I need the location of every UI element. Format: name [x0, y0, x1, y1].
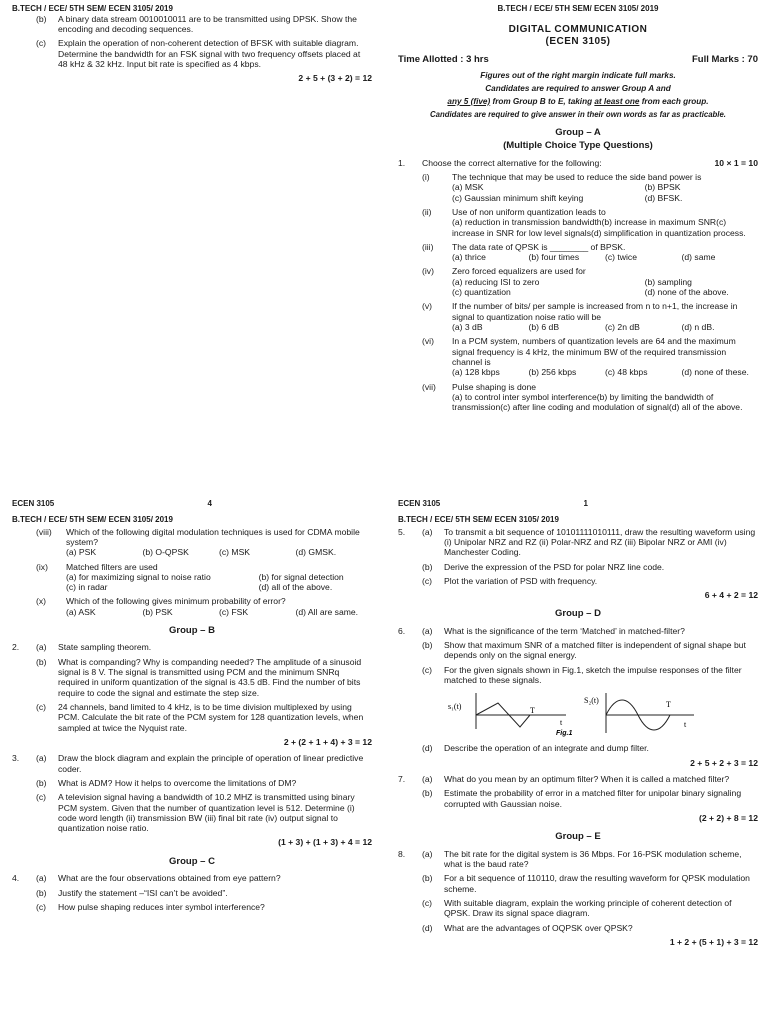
- group-title: Group – A: [555, 126, 601, 138]
- question-part: [12, 642, 372, 652]
- mcq-options: [452, 392, 758, 413]
- question-number: 1.: [398, 157, 406, 168]
- paper-code: (ECEN 3105): [545, 35, 611, 47]
- question-text: Plot the variation of PSD with frequency.: [444, 575, 598, 586]
- mcq-item: [36, 596, 372, 617]
- mcq-question: Which of the following gives minimum probability of error?: [66, 596, 286, 607]
- mcq-body: [452, 382, 758, 413]
- question-part: [12, 902, 372, 912]
- mcq-option: (b) 6 dB: [528, 322, 560, 333]
- page-header: B.TECH / ECE/ 5TH SEM/ ECEN 3105/ 2019: [398, 515, 559, 524]
- s2-label: S₂(t): [584, 696, 599, 706]
- part-label: (a): [422, 526, 433, 537]
- instruction: Candidates are required to give answer in their own words as far as practicable.: [430, 109, 726, 119]
- part-label: (b): [422, 788, 433, 799]
- mcq-number: (ii): [422, 206, 432, 217]
- full-marks: Full Marks : 70: [692, 53, 758, 65]
- marks: 2 + 5 + 2 + 3 = 12: [690, 757, 758, 768]
- mcq-option: (a) 3 dB: [452, 322, 483, 333]
- question-text: For the given signals shown in Fig.1, sketch the impulse responses of the filter matched to these signals.: [444, 664, 742, 686]
- question-part: [398, 774, 758, 784]
- mcq-option: (d) all of the above.: [258, 582, 333, 593]
- question-number: 7.: [398, 774, 406, 785]
- mcq-option: (d) All are same.: [295, 606, 359, 617]
- mcq-option: (d) simplification in quantization process.: [591, 227, 746, 238]
- marks: 1 + 2 + (5 + 1) + 3 = 12: [669, 936, 758, 947]
- question-part: [398, 923, 758, 933]
- page-footer: [398, 499, 588, 509]
- question-number: 2.: [12, 642, 20, 653]
- part-label: (c): [422, 897, 433, 908]
- mcq-number: (ix): [36, 561, 48, 572]
- question-number: 8.: [398, 848, 406, 859]
- question-text: For a bit sequence of 110110, draw the resulting waveform for QPSK modulation scheme.: [444, 873, 750, 894]
- mcq-body: [66, 527, 372, 558]
- question-number: [12, 792, 36, 833]
- group-subtitle: (Multiple Choice Type Questions): [503, 140, 653, 152]
- figure-caption: Fig.1: [556, 730, 573, 738]
- question-text: What do you mean by an optimum filter? When it is called a matched filter?: [444, 774, 730, 785]
- part-label: (d): [422, 922, 433, 933]
- question-text: What are the four observations obtained from eye pattern?: [58, 873, 281, 884]
- question-text: What is companding? Why is companding needed? The amplitude of a sinusoid signal is 8 V. The signal is transmitted using PCM and the minimum SNRq required in uniform quantization of the signal is 43.5 dB. Find the number of bits require to code the signal and estimate the step size.: [58, 656, 362, 698]
- question-number: [12, 702, 36, 733]
- question-number: 5.: [398, 526, 406, 537]
- mcq-option: (a) reducing ISI to zero: [452, 276, 540, 287]
- question-text: To transmit a bit sequence of 10101111010111, draw the resulting waveform using (i) Unipolar NRZ and RZ (ii) Polar-NRZ and RZ (iii) Bipolar NRZ or AMI (iv) Manchester Coding.: [444, 526, 756, 558]
- mcq-item: [422, 266, 758, 297]
- mcq-option: (a) to control inter symbol interference: [452, 391, 597, 402]
- mcq-options: [66, 572, 372, 593]
- question-text: What are the advantages of OQPSK over QPSK?: [444, 922, 633, 933]
- mcq-number: (iv): [422, 266, 434, 277]
- mcq-option: (b) O-QPSK: [142, 547, 189, 558]
- mcq-option: (a) MSK: [452, 182, 484, 193]
- paper-title: DIGITAL COMMUNICATION: [508, 23, 648, 35]
- instruction-underlined: any 5 (five): [447, 96, 491, 106]
- mcq-option: (c) after line coding and modulation of signal: [500, 402, 669, 413]
- part-label: (c): [422, 664, 433, 675]
- mcq-option: (b) increase in maximum SNR: [601, 217, 717, 228]
- part-label: (a): [422, 848, 433, 859]
- part-label: (b): [36, 777, 47, 788]
- signal-figure: [446, 689, 696, 737]
- mcq-item: [422, 301, 758, 332]
- mcq-number: (iii): [422, 241, 434, 252]
- part-label: (b): [36, 887, 47, 898]
- part-label: (c): [36, 702, 47, 713]
- mcq-question: Use of non uniform quantization leads to: [452, 206, 606, 217]
- mcq-question: In a PCM system, numbers of quantization levels are 64 and the maximum signal frequency is 4 kHz, the minimum BW of the required transmission channel is: [452, 336, 736, 367]
- instruction: Figures out of the right margin indicate full marks.: [480, 70, 676, 80]
- question-number: 3.: [12, 753, 20, 764]
- s1-label: s₁(t): [448, 702, 462, 712]
- question-part: [398, 743, 758, 753]
- page-3-bottom-right: [398, 515, 758, 1020]
- mcq-option: (c) 48 kbps: [605, 367, 648, 378]
- mcq-item: [36, 527, 372, 558]
- mcq-question: Which of the following digital modulation techniques is used for CDMA mobile system?: [66, 526, 360, 547]
- mcq-number: (vi): [422, 336, 434, 347]
- mcq-option: (b) four times: [528, 252, 580, 263]
- time-allotted: Time Allotted : 3 hrs: [398, 53, 489, 65]
- question-part: [12, 753, 372, 774]
- mcq-option: (b) for signal detection: [258, 571, 344, 582]
- question-number: [12, 778, 36, 788]
- mcq-question: Matched filters are used: [66, 561, 158, 572]
- part-label: (c): [36, 38, 47, 49]
- mcq-option: (a) PSK: [66, 547, 97, 558]
- question-part: [398, 626, 758, 636]
- part-label: (c): [36, 901, 47, 912]
- marks: 2 + (2 + 1 + 4) + 3 = 12: [283, 736, 372, 747]
- mcq-option: (c) increase in SNR for low level signals: [452, 217, 727, 238]
- mcq-option: (c) in radar: [66, 582, 108, 593]
- question-text: Draw the block diagram and explain the principle of operation of linear predictive coder.: [58, 753, 364, 774]
- question-text: Show that maximum SNR of a matched filter is independent of signal shape but depends only on the signal energy.: [444, 640, 746, 661]
- question-text: 24 channels, band limited to 4 kHz, is to be time division multiplexed by using PCM. Calculate the bit rate of the PCM system for 128 quantization levels, when sampled at twice the Nyquist rate.: [58, 702, 364, 733]
- part-label: (b): [36, 656, 47, 667]
- mcq-option: (a) for maximizing signal to noise ratio: [66, 571, 211, 582]
- group-title: Group – B: [169, 625, 215, 637]
- question-number: [398, 576, 422, 586]
- mcq-question: Zero forced equalizers are used for: [452, 266, 586, 277]
- question-part: [398, 527, 758, 558]
- question-text: A television signal having a bandwidth of 10.2 MHZ is transmitted using binary PCM system. Given that the number of quantization level is 512. Determine (i) code word length (ii) transmission BW (iii) final bit rate (iv) output signal to quantization noise ratio.: [58, 792, 355, 834]
- part-label: (b): [422, 561, 433, 572]
- question-text: A binary data stream 0010010011 are to be transmitted using DPSK. Show the encoding and decoding sequences.: [58, 13, 357, 34]
- mcq-number: (vii): [422, 381, 436, 392]
- mcq-options: [452, 277, 758, 298]
- footer-code: ECEN 3105: [398, 499, 441, 509]
- question-text: With suitable diagram, explain the working principle of coherent detection of QPSK. Draw its signal space diagram.: [444, 897, 732, 919]
- page-header: B.TECH / ECE/ 5TH SEM/ ECEN 3105/ 2019: [12, 515, 173, 524]
- page-number: 4: [207, 499, 212, 509]
- question-part: [398, 788, 758, 809]
- mcq-option: (d) same: [681, 252, 716, 263]
- s2-t-label: t: [684, 720, 687, 730]
- instruction-part: from Group B to E, taking: [490, 96, 595, 106]
- footer-code: ECEN 3105: [12, 499, 55, 509]
- page-number: 1: [583, 499, 588, 509]
- question-number: [398, 873, 422, 894]
- mcq-number: (i): [422, 171, 430, 182]
- part-label: (b): [422, 873, 433, 884]
- mcq-item: [36, 562, 372, 593]
- mcq-question: The technique that may be used to reduce the side band power is: [452, 171, 702, 182]
- part-label: (a): [422, 625, 433, 636]
- page-4-top: [12, 4, 372, 509]
- question-part: [398, 576, 758, 586]
- question-part: [12, 14, 372, 35]
- page-header: B.TECH / ECE/ 5TH SEM/ ECEN 3105/ 2019: [497, 4, 659, 13]
- s1-t-label: t: [560, 718, 563, 728]
- question-number: [398, 743, 422, 753]
- group-title: Group – E: [555, 831, 601, 843]
- mcq-option: (b) sampling: [644, 276, 692, 287]
- question-part: [12, 873, 372, 883]
- mcq-option: (b) PSK: [142, 606, 173, 617]
- mcq-question: If the number of bits/ per sample is increased from n to n+1, the increase in signal to quantization noise ratio will be: [452, 301, 738, 322]
- question-text: What is the significance of the term ‘Matched’ in matched-filter?: [444, 625, 685, 636]
- question-text: Describe the operation of an integrate and dump filter.: [444, 743, 649, 754]
- question-text: How pulse shaping reduces inter symbol interference?: [58, 901, 265, 912]
- group-title: Group – D: [555, 608, 601, 620]
- question-number: [398, 665, 422, 686]
- mcq-option: (a) ASK: [66, 606, 96, 617]
- mcq-option: (b) by limiting the bandwidth of transmission: [452, 391, 714, 413]
- part-label: (d): [422, 743, 433, 754]
- part-label: (a): [36, 642, 47, 653]
- question-part: [12, 792, 372, 833]
- page-2-bottom-left: [12, 515, 372, 1020]
- question-part: [12, 778, 372, 788]
- question-number: [12, 902, 36, 912]
- instruction: [398, 97, 758, 107]
- mcq-item: [422, 207, 758, 238]
- instruction-underlined: at least one: [594, 96, 640, 106]
- question-part: [398, 849, 758, 870]
- question-text: Estimate the probability of error in a matched filter for unipolar binary signaling corrupted with Gaussian noise.: [444, 788, 742, 809]
- s2-T-label: T: [666, 700, 671, 710]
- page-1-top: [398, 4, 758, 509]
- part-label: (b): [422, 640, 433, 651]
- mcq-option: (d) BFSK.: [644, 192, 683, 203]
- marks: (2 + 2) + 8 = 12: [698, 812, 758, 823]
- part-label: (c): [36, 792, 47, 803]
- mcq-option: (c) MSK: [219, 547, 251, 558]
- mcq-number: (x): [36, 596, 47, 607]
- mcq-options: [452, 322, 758, 332]
- group-title: Group – C: [169, 855, 215, 867]
- instruction: Candidates are required to answer Group A and: [485, 83, 671, 93]
- part-label: (a): [422, 774, 433, 785]
- mcq-option: (d) all of the above.: [668, 402, 743, 413]
- mcq-question: The data rate of QPSK is ________ of BPSK.: [452, 241, 626, 252]
- page-footer: [12, 499, 212, 509]
- part-label: (a): [36, 873, 47, 884]
- question-number: 6.: [398, 625, 406, 636]
- question-part: [12, 702, 372, 733]
- page-header: B.TECH / ECE/ 5TH SEM/ ECEN 3105/ 2019: [12, 4, 173, 13]
- part-label: (c): [422, 575, 433, 586]
- mcq-option: (c) Gaussian minimum shift keying: [452, 192, 584, 203]
- s1-T-label: T: [530, 706, 535, 716]
- mcq-body: [452, 242, 758, 263]
- figure-1: [446, 689, 758, 737]
- question-text: Explain the operation of non-coherent detection of BFSK with suitable diagram. Determine the bandwidth for an FSK signal with two frequency offsets placed at 48 kHz & 32 kHz. Input bit rate is specified as 4 kbps.: [58, 38, 361, 69]
- mcq-option: (d) n dB.: [681, 322, 715, 333]
- instruction-part: from each group.: [639, 96, 709, 106]
- question-part: [12, 888, 372, 898]
- question-part: [398, 640, 758, 661]
- question-part: [398, 562, 758, 572]
- mcq-body: [452, 207, 758, 238]
- mcq-option: (d) none of the above.: [644, 287, 729, 298]
- mcq-body: [452, 301, 758, 332]
- question-number: [398, 788, 422, 809]
- marks: 2 + 5 + (3 + 2) = 12: [298, 73, 372, 84]
- mcq-body: [452, 336, 758, 377]
- mcq-option: (c) quantization: [452, 287, 511, 298]
- mcq-options: [452, 182, 758, 203]
- mcq-item: [422, 382, 758, 413]
- mcq-body: [452, 266, 758, 297]
- mcq-option: (c) FSK: [219, 606, 249, 617]
- marks: 10 × 1 = 10: [714, 157, 758, 168]
- question-text: State sampling theorem.: [58, 642, 152, 653]
- part-label: (b): [36, 13, 47, 24]
- question-number: [398, 923, 422, 933]
- marks: 6 + 4 + 2 = 12: [704, 590, 758, 601]
- mcq-body: [66, 596, 372, 617]
- mcq-item: [422, 172, 758, 203]
- question-number: [398, 898, 422, 919]
- question-number: [12, 657, 36, 698]
- question-number: [398, 562, 422, 572]
- mcq-option: (a) reduction in transmission bandwidth: [452, 217, 602, 228]
- mcq-option: (c) 2n dB: [605, 322, 640, 333]
- marks: (1 + 3) + (1 + 3) + 4 = 12: [278, 837, 372, 848]
- mcq-options: [66, 607, 372, 617]
- mcq-item: [422, 336, 758, 377]
- question-text: Justify the statement –“ISI can’t be avoided”.: [58, 887, 228, 898]
- mcq-question: Pulse shaping is done: [452, 381, 537, 392]
- question-number: 4.: [12, 873, 20, 884]
- question-1: [398, 158, 758, 168]
- mcq-options: [452, 367, 758, 377]
- mcq-option: (c) twice: [605, 252, 637, 263]
- mcq-number: (viii): [36, 526, 52, 537]
- mcq-number: (v): [422, 301, 433, 312]
- mcq-option: (a) thrice: [452, 252, 486, 263]
- mcq-body: [66, 562, 372, 593]
- mcq-option: (b) BPSK: [644, 182, 681, 193]
- question-number: [398, 640, 422, 661]
- mcq-option: (b) 256 kbps: [528, 367, 577, 378]
- question-text: Choose the correct alternative for the following:: [422, 157, 602, 168]
- mcq-option: (d) GMSK.: [295, 547, 337, 558]
- question-part: [398, 898, 758, 919]
- question-text: Derive the expression of the PSD for polar NRZ line code.: [444, 561, 665, 572]
- mcq-item: [422, 242, 758, 263]
- question-part: [12, 38, 372, 69]
- mcq-option: (a) 128 kbps: [452, 367, 500, 378]
- question-number: [12, 888, 36, 898]
- question-part: [12, 657, 372, 698]
- question-text: What is ADM? How it helps to overcome the limitations of DM?: [58, 777, 297, 788]
- mcq-options: [66, 547, 372, 557]
- mcq-options: [452, 217, 758, 238]
- question-part: [398, 665, 758, 686]
- mcq-options: [452, 252, 758, 262]
- part-label: (a): [36, 753, 47, 764]
- time-marks-row: [398, 54, 758, 65]
- question-text: The bit rate for the digital system is 36 Mbps. For 16-PSK modulation scheme, what is the baud rate?: [444, 848, 742, 869]
- mcq-option: (d) none of these.: [681, 367, 749, 378]
- mcq-body: [452, 172, 758, 203]
- question-part: [398, 873, 758, 894]
